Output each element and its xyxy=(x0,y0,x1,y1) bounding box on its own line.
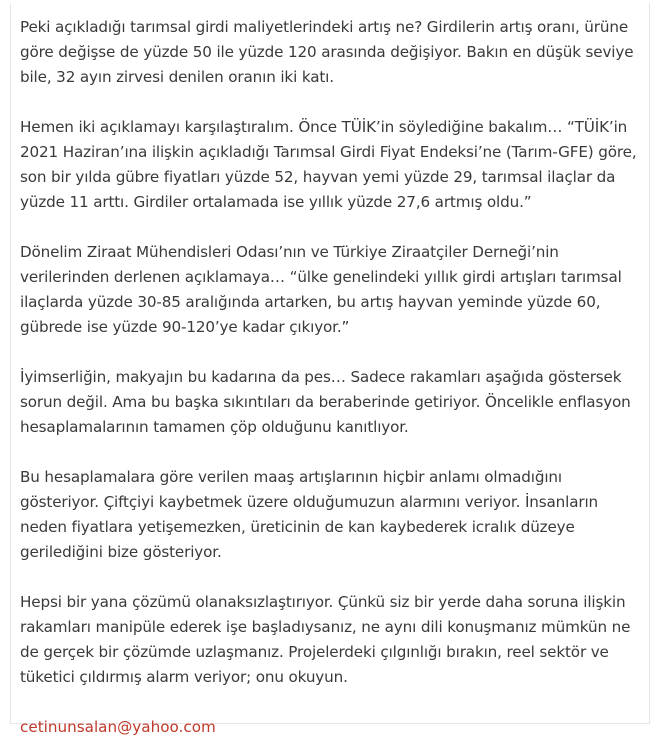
paragraph-5: Bu hesaplamalara göre verilen maaş artışlarının hiçbir anlamı olmadığını gösteriyor. Çiftçiyi kaybetmek üzere olduğumuzun alarmını veriyor. İnsanların neden fiyatlara yetişemezken, üreticinin de kan kaybederek icralık düzeye gerilediğini bize gösteriyor. xyxy=(20,468,599,561)
article-body xyxy=(10,3,650,736)
paragraph-3: Dönelim Ziraat Mühendisleri Odası’nın ve Türkiye Ziraatçiler Derneği’nin verilerinden derlenen açıklamaya… “ülke genelindeki yıllık girdi artışları tarımsal ilaçlarda yüzde 30-85 aralığında artarken, bu artış hayvan yeminde yüzde 60, gübrede ise yüzde 90-120’ye kadar çıkıyor.” xyxy=(20,243,622,336)
paragraph-2: Hemen iki açıklamayı karşılaştıralım. Önce TÜİK’in söylediğine bakalım… “TÜİK’in 2021 Haziran’ına ilişkin açıkladığı Tarımsal Girdi Fiyat Endeksi’ne (Tarım-GFE) göre, son bir yılda gübre fiyatları yüzde 52, hayvan yemi yüzde 29, tarımsal ilaçlar da yüzde 11 arttı. Girdiler ortalamada ise yıllık yüzde 27,6 artmış oldu.” xyxy=(20,118,637,211)
paragraph-1: Peki açıkladığı tarımsal girdi maliyetlerindeki artış ne? Girdilerin artış oranı, ürüne göre değişse de yüzde 50 ile yüzde 120 arasında değişiyor. Bakın en düşük seviye bile, 32 ayın zirvesi denilen oranın iki katı. xyxy=(20,18,634,86)
paragraph-6: Hepsi bir yana çözümü olanaksızlaştırıyor. Çünkü siz bir yerde daha soruna ilişkin rakamları manipüle ederek işe başladıysanız, ne aynı dili konuşmanız mümkün ne de gerçek bir çözümde uzlaşmanız. Projelerdeki çılgınlığı bırakın, reel sektör ve tüketici çıldırmış alarm veriyor; onu okuyun. xyxy=(20,593,631,686)
author-email-link[interactable]: cetinunsalan@yahoo.com xyxy=(20,718,216,736)
paragraph-4: İyimserliğin, makyajın bu kadarına da pes… Sadece rakamları aşağıda göstersek sorun değil. Ama bu başka sıkıntıları da beraberinde getiriyor. Öncelikle enflasyon hesaplamalarının tamamen çöp olduğunu kanıtlıyor. xyxy=(20,368,631,436)
